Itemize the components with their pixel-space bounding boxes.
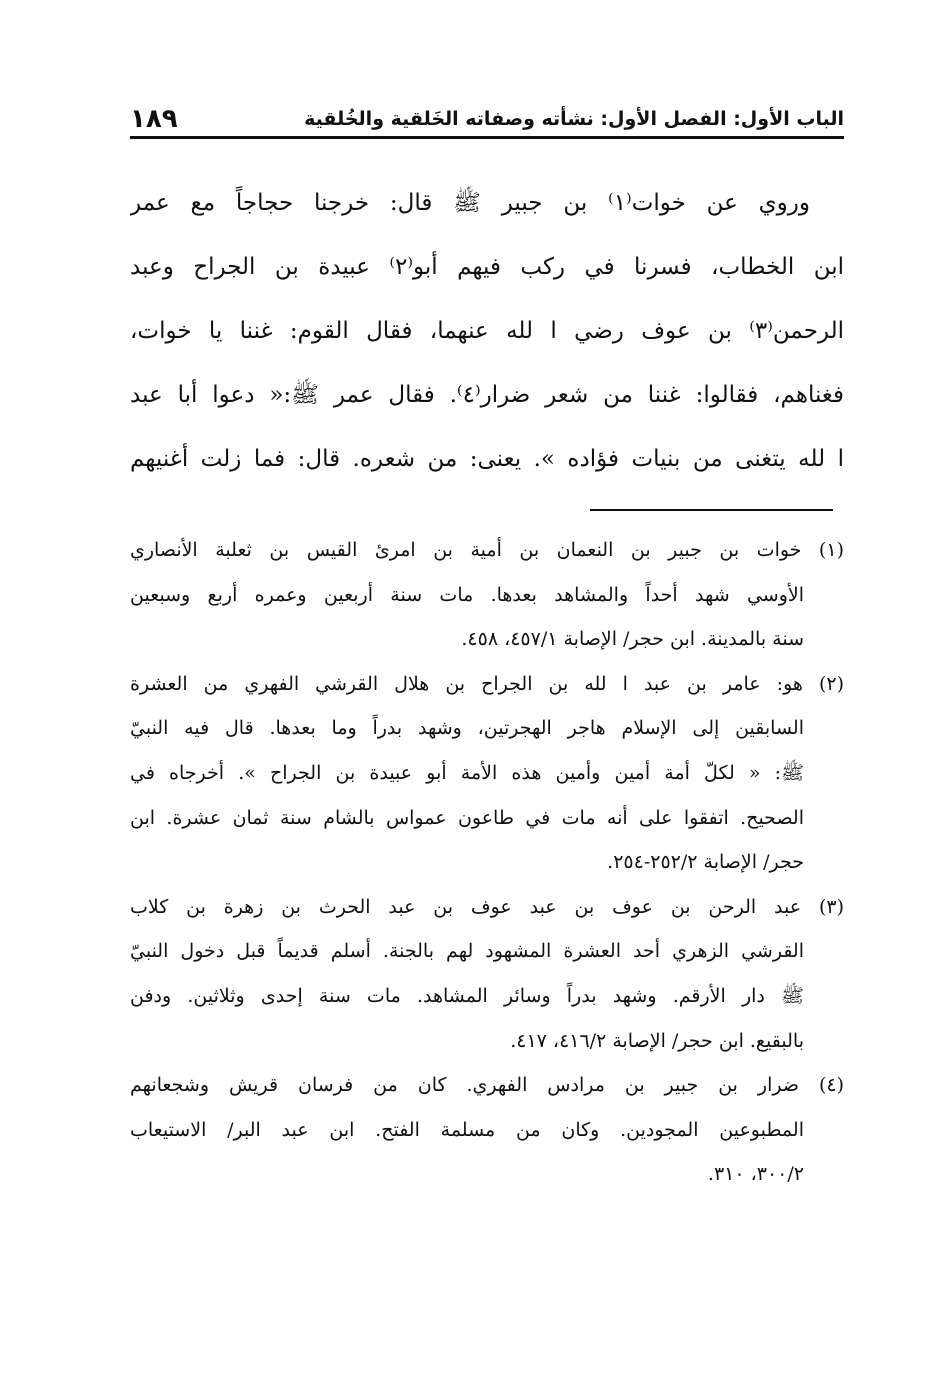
footnote-line: السابقين إلى الإسلام هاجر الهجرتين، وشهد بدراً وما بعدها. قال فيه النبيّ (130, 717, 804, 740)
header-rule (130, 136, 844, 139)
main-text-line: ابن الخطاب، فسرنا في ركب فيهم أبو⁽٢⁾ عبيدة بن الجراح وعبد (130, 254, 844, 280)
main-text-line: فغناهم، فقالوا: غننا من شعر ضرار⁽٤⁾. فقال عمر ﷺ:« دعوا أبا عبد (130, 382, 844, 408)
footnote-line: بالبقيع. ابن حجر/ الإصابة ٤١٦/٢، ٤١٧. (510, 1029, 804, 1052)
footnote-line: سنة بالمدينة. ابن حجر/ الإصابة ٤٥٧/١، ٤٥٨. (461, 628, 804, 651)
page-number: ١٨٩ (130, 104, 178, 134)
main-text-line: ا لله يتغنى من بنيات فؤاده ». يعنى: من شعره. قال: فما زلت أغنيهم (130, 446, 844, 472)
footnote-separator (590, 509, 833, 511)
footnote-line: ﷺ: « لكلّ أمة أمين وأمين هذه الأمة أبو عبيدة بن الجراح ». أخرجاه في (130, 761, 804, 784)
running-title: الباب الأول: الفصل الأول: نشأته وصفاته الخَلقية والخُلقية (304, 108, 844, 130)
footnote-line: (١) خوات بن جبير بن النعمان بن أمية بن امرئ القيس بن ثعلبة الأنصاري (130, 539, 844, 561)
footnote-line: حجر/ الإصابة ٢٥٢/٢-٢٥٤. (607, 851, 804, 874)
footnote-line: الأوسي شهد أحداً والمشاهد بعدها. مات سنة أربعين وعمره أربع وسبعين (130, 583, 804, 606)
footnote-line: المطبوعين المجودين. وكان من مسلمة الفتح. ابن عبد البر/ الاستيعاب (130, 1118, 804, 1141)
main-text-line: وروي عن خوات⁽١⁾ بن جبير ﷺ قال: خرجنا حجاجاً مع عمر (130, 190, 811, 216)
footnote-line: ٣٠٠/٢، ٣١٠. (707, 1163, 804, 1186)
footnote-4 (130, 1063, 844, 1197)
footnote-1 (130, 528, 844, 662)
footnote-2 (130, 662, 844, 885)
footnote-line: ﷺ دار الأرقم. وشهد بدراً وسائر المشاهد. مات سنة إحدى وثلاثين. ودفن (130, 984, 804, 1007)
footnotes (130, 528, 844, 1197)
page-header (130, 96, 844, 134)
footnote-line: الصحيح. اتفقوا على أنه مات في طاعون عمواس بالشام سنة ثمان عشرة. ابن (130, 806, 804, 829)
footnote-line: (٤) ضرار بن جبير بن مرادس الفهري. كان من فرسان قريش وشجعانهم (130, 1074, 844, 1097)
footnote-line: القرشي الزهري أحد العشرة المشهود لهم بالجنة. أسلم قديماً قبل دخول النبيّ (130, 940, 804, 963)
footnote-line: (٢) هو: عامر بن عبد ا لله بن الجراح بن هلال القرشي الفهري من العشرة (130, 672, 844, 695)
footnote-line: (٣) عبد الرحن بن عوف بن عبد عوف بن عبد الحرث بن زهرة بن كلاب (130, 895, 844, 918)
footnote-3 (130, 885, 844, 1063)
main-text-line: الرحمن⁽٣⁾ بن عوف رضي ا لله عنهما، فقال القوم: غننا يا خوات، (130, 318, 844, 344)
main-text (130, 180, 844, 500)
